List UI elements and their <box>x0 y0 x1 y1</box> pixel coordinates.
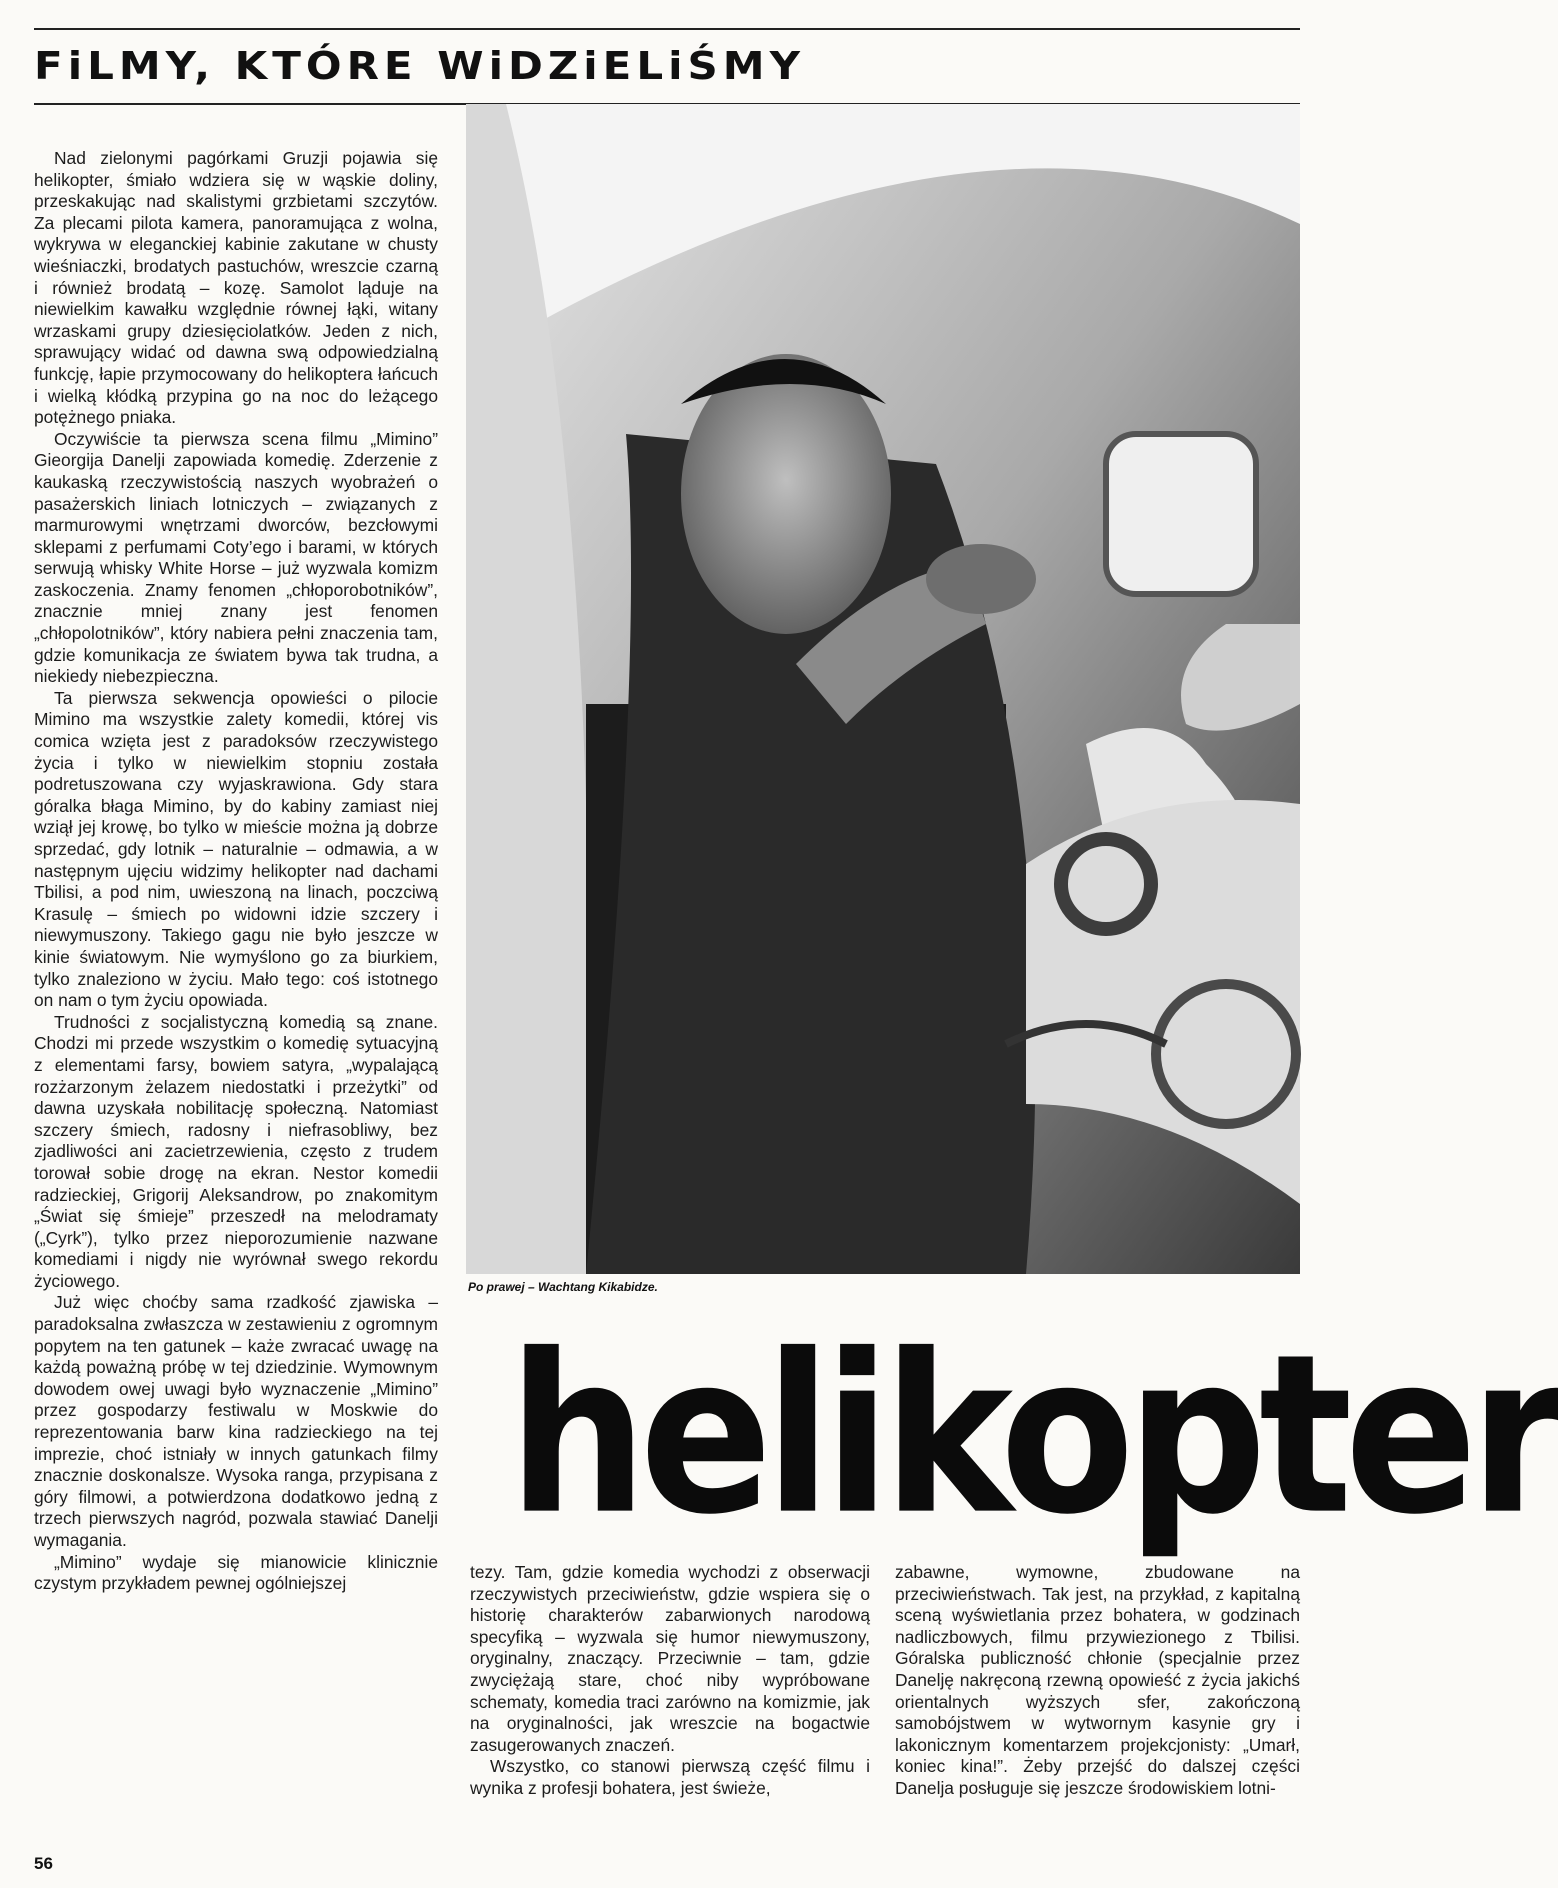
page-number: 56 <box>34 1854 53 1873</box>
paragraph: zabawne, wymowne, zbudowane na przeciwieństwach. Tak jest, na przykład, z kapitalną sceną wyświetlania przez bohatera, w godzinach nadliczbowych, filmu przywiezionego z Tbilisi. Góralska publiczność chłonie (specjalnie przez Danelję nakręconą rzewną opowieść z życia jakichś orientalnych wyższych sfer, zakończoną samobójstwem w wytwornym kasynie gry i lakonicznym komentarzem projekcjonisty: „Umarł, koniec kina!”. Żeby przejść do dalszej części Danelja posługuje się jeszcze środowiskiem lotni- <box>895 1562 1300 1798</box>
headline: helikopter <box>508 1307 1558 1564</box>
film-still-illustration <box>466 104 1300 1274</box>
photo-caption: Po prawej – Wachtang Kikabidze. <box>468 1280 658 1294</box>
paragraph: Ta pierwsza sekwencja opowieści o pilocie Mimino ma wszystkie zalety komedii, której vis comica wzięta jest z paradoksów rzeczywistego życia i tylko w niewielkim stopniu została podretuszowana czy wyjaskrawiona. Gdy stara góralka błaga Mimino, by do kabiny zamiast niej wziął jej krowę, bo tylko w mieście można ją dobrze sprzedać, gdy lotnik – naturalnie – odmawia, a w następnym ujęciu widzimy helikopter nad dachami Tbilisi, a pod nim, uwieszoną na linach, poczciwą Krasulę – śmiech po widowni idzie szczery i niewymuszony. Takiego gagu nie było jeszcze w kinie światowym. Nie wymyślono go za biurkiem, tylko znaleziono w życiu. Mało tego: coś istotnego on nam o tym życiu opowiada. <box>34 687 438 1011</box>
middle-column <box>470 1562 870 1800</box>
film-still-photo <box>466 104 1300 1274</box>
paragraph: „Mimino” wydaje się mianowicie klinicznie czystym przykładem pewnej ogólniejszej <box>34 1551 438 1594</box>
paragraph: tezy. Tam, gdzie komedia wychodzi z obserwacji rzeczywistych przeciwieństw, gdzie wspiera się o historię charakterów zabarwionych narodową specyfiką – wyzwala się humor niewymuszony, oryginalny, znaczący. Przeciwnie – tam, gdzie zwyciężają stare, choć niby wypróbowane schematy, komedia traci zarówno na komizmie, jak na oryginalności, jak wreszcie na bogactwie zasugerowanych znaczeń. <box>470 1562 870 1755</box>
paragraph: Wszystko, co stanowi pierwszą część filmu i wynika z profesji bohatera, jest świeże, <box>470 1756 870 1798</box>
paragraph: Już więc choćby sama rzadkość zjawiska – paradoksalna zwłaszcza w zestawieniu z ogromnym popytem na ten gatunek – każe zwracać uwagę na każdą poważną próbę w tej dziedzinie. Wymownym dowodem owej uwagi było wyznaczenie „Mimino” przez gospodarzy festiwalu w Moskwie do reprezentowania barw kina radzieckiego na tej imprezie, choć istniały w innych gatunkach filmy znacznie doskonalsze. Wysoka ranga, przypisana z góry filmowi, a potwierdzona dodatkowo jedną z trzech pierwszych nagród, pozwala stawiać Danelji wymagania. <box>34 1292 438 1550</box>
left-column <box>34 148 438 1595</box>
top-rule <box>34 28 1300 30</box>
paragraph: Nad zielonymi pagórkami Gruzji pojawia się helikopter, śmiało wdziera się w wąskie doliny, przeskakując nad skalistymi grzbietami szczytów. Za plecami pilota kamera, panoramująca z wolna, wykrywa w eleganckiej kabinie zakutane w chusty wieśniaczki, brodatych pastuchów, wreszcie czarną i również brodatą – kozę. Samolot ląduje na niewielkim kawałku względnie równej łąki, witany wrzaskami grupy dziesięciolatków. Jeden z nich, sprawujący widać od dawna swą odpowiedzialną funkcję, łapie przymocowany do helikoptera łańcuch i wielką kłódką przypina go na noc do leżącego potężnego pniaka. <box>34 148 438 428</box>
paragraph: Trudności z socjalistyczną komedią są znane. Chodzi mi przede wszystkim o komedię sytuacyjną z elementami farsy, bowiem satyra, „wypalającą rozżarzonym żelazem niedostatki i przeżytki” od dawna uzyskała nobilitację społeczną. Natomiast szczery śmiech, radosny i niefrasobliwy, bez zjadliwości ani zacietrzewienia, często z trudem torował sobie drogę na ekran. Nestor komedii radzieckiej, Grigorij Aleksandrow, po znakomitym „Świat się śmieje” przeszedł na melodramaty („Cyrk”), tylko przez nieporozumienie nazwane komediami i nigdy nie wyrównał swego rekordu życiowego. <box>34 1011 438 1291</box>
section-title: FiLMY, KTÓRE WiDZiELiŚMY <box>34 42 805 88</box>
right-column <box>895 1562 1300 1800</box>
paragraph: Oczywiście ta pierwsza scena filmu „Mimino” Gieorgija Danelji zapowiada komedię. Zderzenie z kaukaską rzeczywistością naszych wyobrażeń o pasażerskich liniach lotniczych – związanych z marmurowymi wnętrzami dworców, bezcłowymi sklepami z perfumami Coty’ego i barami, w których serwują whisky White Horse – już wyzwala komizm zaskoczenia. Znamy fenomen „chłoporobotników”, znacznie mniej znany jest fenomen „chłopolotników”, który nabiera pełni znaczenia tam, gdzie komunikacja ze światem bywa tak trudna, a niekiedy niebezpieczna. <box>34 428 438 687</box>
